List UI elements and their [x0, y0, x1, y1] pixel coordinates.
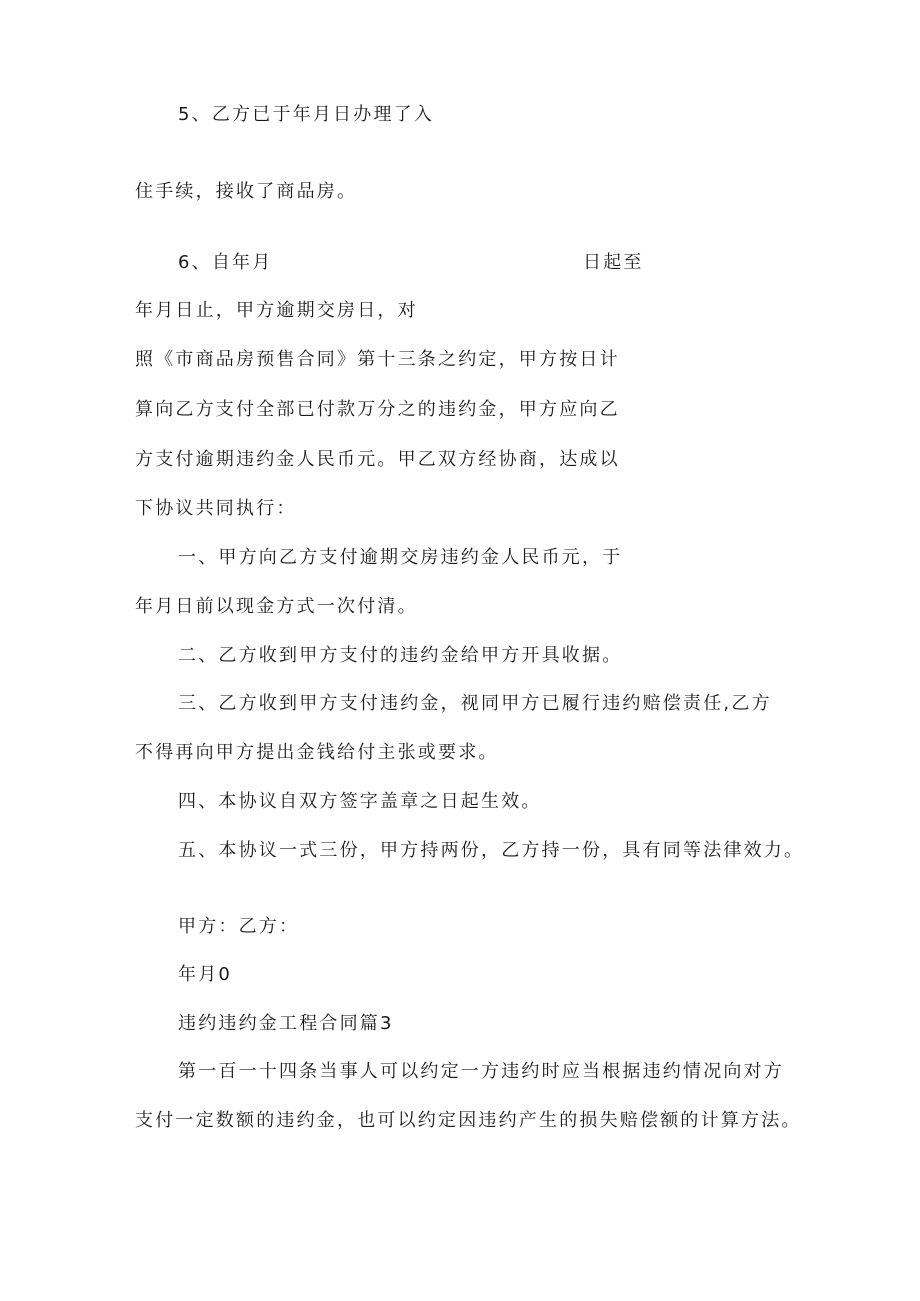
clause-5-line-1: 5、乙方已于年月日办理了入 — [178, 104, 435, 125]
clause-6-line-1-tail: 日起至 — [583, 252, 644, 273]
agreement-item-1-line-2: 年月日前以现金方式一次付清。 — [135, 596, 418, 617]
signature-parties: 甲方：乙方： — [178, 916, 300, 937]
agreement-item-3-line-2: 不得再向甲方提出金钱给付主张或要求。 — [135, 742, 499, 763]
clause-6-line-2: 年月日止，甲方逾期交房日，对 — [135, 300, 418, 321]
law-article-line-2: 支付一定数额的违约金，也可以约定因违约产生的损失赔偿额的计算方法。 — [135, 1110, 802, 1131]
agreement-item-1-line-1: 一、甲方向乙方支付逾期交房违约金人民币元，于 — [178, 547, 623, 568]
clause-5-line-2: 住手续，接收了商品房。 — [135, 181, 358, 202]
agreement-item-3-line-1: 三、乙方收到甲方支付违约金，视同甲方已履行违约赔偿责任,乙方 — [178, 693, 772, 714]
signature-date: 年月0 — [178, 964, 233, 985]
agreement-item-4: 四、本协议自双方签字盖章之日起生效。 — [178, 791, 542, 812]
section-title: 违约违约金工程合同篇3 — [178, 1013, 394, 1034]
agreement-item-2: 二、乙方收到甲方支付的违约金给甲方开具收据。 — [178, 645, 623, 666]
agreement-item-5: 五、本协议一式三份，甲方持两份，乙方持一份，具有同等法律效力。 — [178, 840, 805, 861]
clause-6-line-4: 算向乙方支付全部已付款万分之的违约金，甲方应向乙 — [135, 399, 620, 420]
clause-6-line-5: 方支付逾期违约金人民币元。甲乙双方经协商，达成以 — [135, 449, 620, 470]
clause-6-line-3: 照《市商品房预售合同》第十三条之约定，甲方按日计 — [135, 349, 620, 370]
law-article-line-1: 第一百一十四条当事人可以约定一方违约时应当根据违约情况向对方 — [178, 1061, 784, 1082]
clause-6-line-1: 6、自年月 — [178, 252, 273, 273]
clause-6-line-6: 下协议共同执行： — [135, 498, 297, 519]
